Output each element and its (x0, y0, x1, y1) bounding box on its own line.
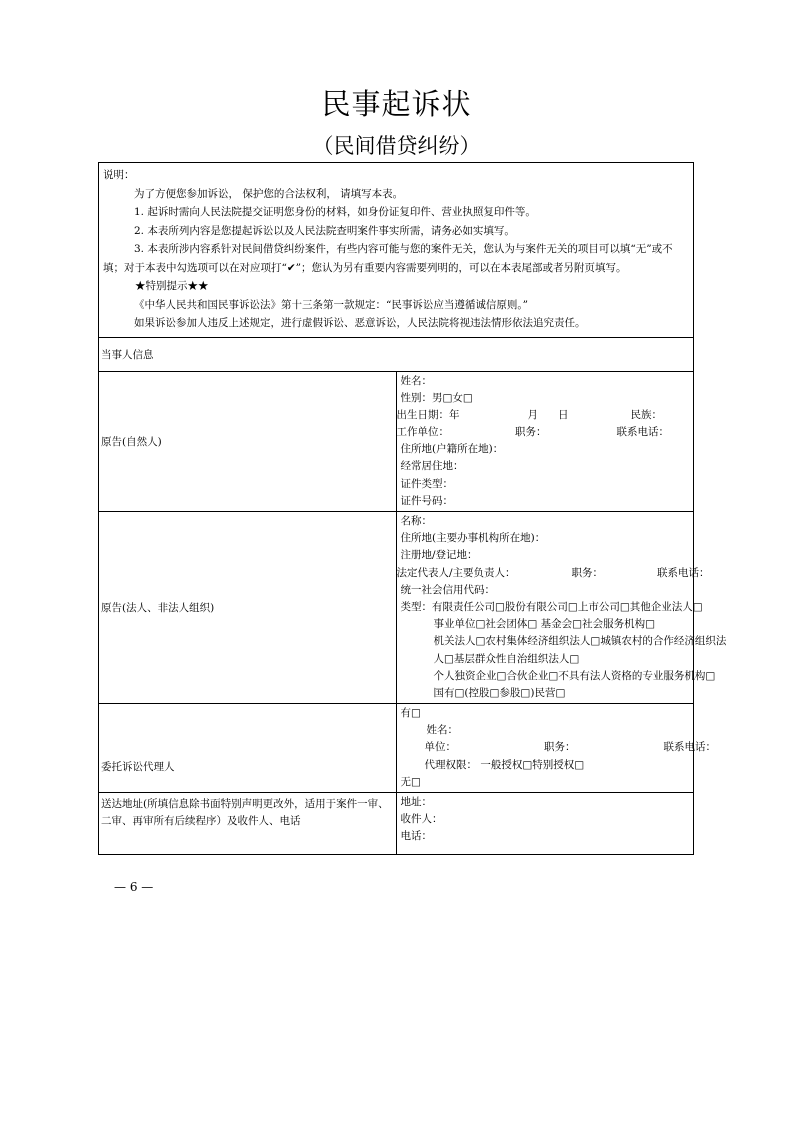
document-title: 民事起诉状 (321, 87, 472, 121)
plaintiff-org-row (99, 512, 694, 704)
service-address-label: 送达地址(所填信息除书面特别声明更改外，适用于案件一审、二审、再审所有后续程序）及收件人、电话 (99, 793, 397, 855)
agent-label: 委托诉讼代理人 (99, 704, 397, 793)
law-citation: 《中华人民共和国民事诉讼法》第十三条第一款规定：“民事诉讼应当遵循诚信原则。” (134, 298, 528, 311)
org-type-line-6[interactable]: 国有□(控股□参股□)民营□ (433, 686, 566, 699)
notice-cell (99, 163, 694, 338)
notice-item-1: 1. 起诉时需向人民法院提交证明您身份的材料，如身份证复印件、营业执照复印件等。 (134, 206, 536, 218)
org-name-field[interactable]: 名称： (400, 515, 432, 527)
org-type-line-3[interactable]: 机关法人□农村集体经济组织法人□城镇农村的合作经济组织法 (433, 635, 727, 648)
person-id-number-field[interactable]: 证件号码： (400, 494, 453, 507)
agent-unit-label[interactable]: 单位： (424, 741, 456, 754)
agent-authority-field[interactable]: 代理权限： 一般授权□特别授权□ (424, 758, 585, 771)
agent-yes-option[interactable]: 有□ (400, 707, 421, 720)
org-type-line-2[interactable]: 事业单位□社会团体□ 基金会□社会服务机构□ (433, 618, 656, 631)
person-gender-field[interactable]: 性别：男□女□ (400, 391, 473, 404)
person-residence-field[interactable]: 住所地(户籍所在地)： (400, 443, 504, 456)
party-info-header: 当事人信息 (99, 337, 694, 371)
employer-label[interactable]: 工作单位： (396, 426, 449, 439)
person-name-field[interactable]: 姓名： (400, 374, 432, 387)
org-registered-field[interactable]: 注册地/登记地： (400, 549, 478, 562)
agent-phone-label[interactable]: 联系电话： (663, 741, 716, 754)
org-type-line-1[interactable]: 类型：有限责任公司□股份有限公司□上市公司□其他企业法人□ (400, 600, 703, 613)
org-credit-code-field[interactable]: 统一社会信用代码： (400, 583, 495, 596)
party-header-row (99, 337, 694, 371)
agent-name-field[interactable]: 姓名： (426, 724, 458, 737)
org-legal-rep-line (396, 565, 710, 582)
agent-position-label[interactable]: 职务： (544, 741, 576, 754)
page-number: — 6 — (114, 880, 154, 894)
service-phone-field[interactable]: 电话： (400, 830, 432, 843)
legal-rep-label[interactable]: 法定代表人/主要负责人： (396, 566, 516, 579)
notice-intro: 为了方便您参加诉讼， 保护您的合法权利， 请填写本表。 (134, 187, 404, 200)
complaint-form-table (98, 162, 727, 855)
person-habitual-residence-field[interactable]: 经常居住地： (400, 460, 464, 473)
org-type-line-4[interactable]: 人□基层群众性自治组织法人□ (433, 652, 580, 665)
agent-row (99, 704, 694, 793)
birth-year-label[interactable]: 出生日期：年 (396, 408, 460, 421)
notice-item-2: 2. 本表所列内容是您提起诉讼以及人民法院查明案件事实所需，请务必如实填写。 (134, 224, 515, 237)
service-address-fields (396, 793, 694, 855)
agent-no-option[interactable]: 无□ (400, 775, 421, 788)
person-work-line (397, 424, 694, 441)
person-position-label[interactable]: 职务： (515, 426, 547, 439)
service-address-field[interactable]: 地址： (400, 796, 432, 808)
service-recipient-field[interactable]: 收件人： (400, 813, 443, 826)
legal-warning: 如果诉讼参加人违反上述规定，进行虚假诉讼、恶意诉讼，人民法院将视违法情形依法追究责任。 (134, 317, 586, 329)
plaintiff-person-fields (396, 371, 694, 512)
plaintiff-person-label: 原告(自然人) (99, 371, 397, 512)
notice-row (99, 163, 694, 338)
notice-item-3: 3. 本表所涉内容系针对民间借贷纠纷案件，有些内容可能与您的案件无关，您认为与案件无关的项目可以填“无”或不填；对于本表中勾选项可以在对应项打“✔”；您认为另有重要内容需要列明的，可以在本表尾部或者另附页填写。 (103, 243, 673, 274)
service-address-row (99, 793, 694, 855)
org-type-line-5[interactable]: 个人独资企业□合伙企业□不具有法人资格的专业服务机构□ (433, 669, 716, 682)
plaintiff-org-label: 原告(法人、非法人组织) (99, 512, 397, 704)
org-domicile-field[interactable]: 住所地(主要办事机构所在地)： (400, 532, 546, 545)
person-birth-line (397, 407, 694, 424)
person-id-type-field[interactable]: 证件类型： (400, 477, 453, 490)
document-subtitle: （民间借贷纠纷） (312, 134, 481, 158)
plaintiff-person-row (99, 371, 694, 512)
ethnicity-label[interactable]: 民族： (630, 408, 662, 421)
agent-fields (396, 704, 716, 793)
birth-month-label[interactable]: 月 (527, 408, 538, 421)
notice-heading: 说明： (103, 169, 135, 181)
org-phone-label[interactable]: 联系电话： (657, 566, 710, 579)
agent-unit-line (397, 739, 716, 756)
org-position-label[interactable]: 职务： (571, 566, 604, 579)
person-phone-label[interactable]: 联系电话： (616, 426, 669, 439)
birth-day-label[interactable]: 日 (558, 408, 569, 421)
plaintiff-org-fields (396, 512, 727, 704)
special-tip-heading: ★特别提示★★ (135, 280, 209, 292)
